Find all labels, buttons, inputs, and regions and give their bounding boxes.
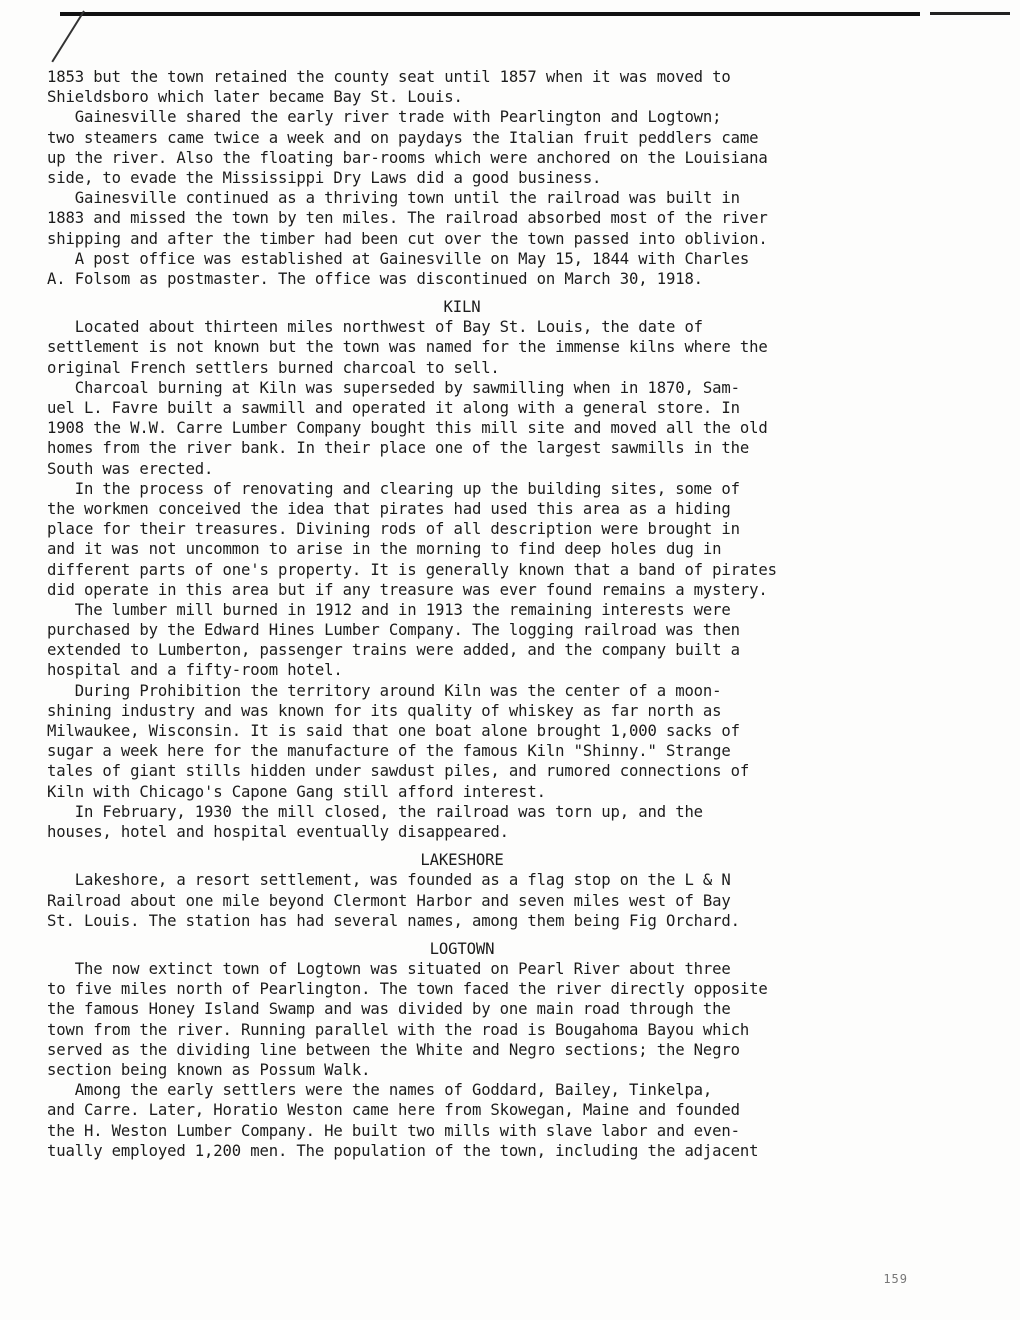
text-line: the famous Honey Island Swamp and was divided by one main road through the [47, 1000, 731, 1019]
text-line: homes from the river bank. In their place one of the largest sawmills in the [47, 439, 750, 458]
text-line: Railroad about one mile beyond Clermont Harbor and seven miles west of Bay [47, 891, 731, 910]
text-line: to five miles north of Pearlington. The town faced the river directly opposite [47, 980, 768, 999]
text-line: served as the dividing line between the White and Negro sections; the Negro [47, 1040, 740, 1059]
text-line: Located about thirteen miles northwest of Bay St. Louis, the date of [47, 318, 703, 337]
text-line: The lumber mill burned in 1912 and in 1913 the remaining interests were [47, 600, 731, 619]
text-line: extended to Lumberton, passenger trains were added, and the company built a [47, 641, 740, 660]
scan-corner-mark [51, 10, 84, 62]
section-kiln [47, 297, 877, 842]
text-line: Gainesville shared the early river trade with Pearlington and Logtown; [47, 108, 722, 127]
text-line: sugar a week here for the manufacture of the famous Kiln "Shinny." Strange [47, 742, 731, 761]
text-line: hospital and a fifty-room hotel. [47, 661, 343, 680]
section-lakeshore [47, 850, 877, 931]
text-line: Among the early settlers were the names of Goddard, Bailey, Tinkelpa, [47, 1081, 713, 1100]
text-line: did operate in this area but if any treasure was ever found remains a mystery. [47, 580, 768, 599]
section-heading: LAKESHORE [420, 851, 504, 870]
scan-top-edge-right [930, 12, 1010, 15]
section-gainesville-continued [47, 67, 877, 289]
text-line: Lakeshore, a resort settlement, was founded as a flag stop on the L & N [47, 871, 731, 890]
text-line: A. Folsom as postmaster. The office was discontinued on March 30, 1918. [47, 269, 703, 288]
text-line: and Carre. Later, Horatio Weston came here from Skowegan, Maine and founded [47, 1101, 740, 1120]
page-number: 159 [883, 1272, 908, 1286]
text-line: South was erected. [47, 459, 214, 478]
text-line: 1908 the W.W. Carre Lumber Company bought this mill site and moved all the old [47, 419, 768, 438]
text-line: tually employed 1,200 men. The population of the town, including the adjacent [47, 1141, 759, 1160]
text-line: A post office was established at Gainesville on May 15, 1844 with Charles [47, 249, 750, 268]
document-page [47, 67, 877, 1161]
text-line: settlement is not known but the town was named for the immense kilns where the [47, 338, 768, 357]
text-line: up the river. Also the floating bar-rooms which were anchored on the Louisiana [47, 148, 768, 167]
text-line: shining industry and was known for its quality of whiskey as far north as [47, 701, 722, 720]
text-line: town from the river. Running parallel with the road is Bougahoma Bayou which [47, 1020, 750, 1039]
section-heading: KILN [443, 298, 481, 317]
text-line: different parts of one's property. It is generally known that a band of pirates [47, 560, 777, 579]
text-line: Kiln with Chicago's Capone Gang still afford interest. [47, 782, 546, 801]
section-heading: LOGTOWN [429, 939, 495, 958]
scan-top-edge [60, 12, 920, 16]
text-line: Milwaukee, Wisconsin. It is said that one boat alone brought 1,000 sacks of [47, 722, 740, 740]
text-line: During Prohibition the territory around Kiln was the center of a moon- [47, 681, 722, 700]
text-line: side, to evade the Mississippi Dry Laws did a good business. [47, 168, 602, 187]
text-line: purchased by the Edward Hines Lumber Company. The logging railroad was then [47, 621, 740, 640]
text-line: tales of giant stills hidden under sawdust piles, and rumored connections of [47, 762, 750, 781]
text-line: section being known as Possum Walk. [47, 1061, 371, 1079]
text-line: and it was not uncommon to arise in the morning to find deep holes dug in [47, 540, 722, 559]
text-line: original French settlers burned charcoal to sell. [47, 358, 500, 377]
text-line: Shieldsboro which later became Bay St. Louis. [47, 88, 463, 107]
text-line: shipping and after the timber had been cut over the town passed into oblivion. [47, 229, 768, 248]
text-line: 1853 but the town retained the county seat until 1857 when it was moved to [47, 68, 731, 86]
section-logtown [47, 939, 877, 1161]
text-line: Charcoal burning at Kiln was superseded by sawmilling when in 1870, Sam- [47, 378, 740, 397]
text-line: The now extinct town of Logtown was situated on Pearl River about three [47, 960, 731, 979]
text-line: 1883 and missed the town by ten miles. The railroad absorbed most of the river [47, 209, 768, 228]
text-line: In February, 1930 the mill closed, the railroad was torn up, and the [47, 802, 703, 821]
text-line: Gainesville continued as a thriving town until the railroad was built in [47, 189, 740, 208]
text-line: In the process of renovating and clearing up the building sites, some of [47, 479, 740, 498]
text-line: place for their treasures. Divining rods of all description were brought in [47, 520, 740, 539]
text-line: two steamers came twice a week and on paydays the Italian fruit peddlers came [47, 128, 759, 147]
text-line: St. Louis. The station has had several names, among them being Fig Orchard. [47, 911, 740, 930]
text-line: the H. Weston Lumber Company. He built two mills with slave labor and even- [47, 1121, 740, 1140]
text-line: uel L. Favre built a sawmill and operated it along with a general store. In [47, 399, 740, 417]
text-line: houses, hotel and hospital eventually disappeared. [47, 822, 509, 841]
text-line: the workmen conceived the idea that pirates had used this area as a hiding [47, 499, 731, 518]
